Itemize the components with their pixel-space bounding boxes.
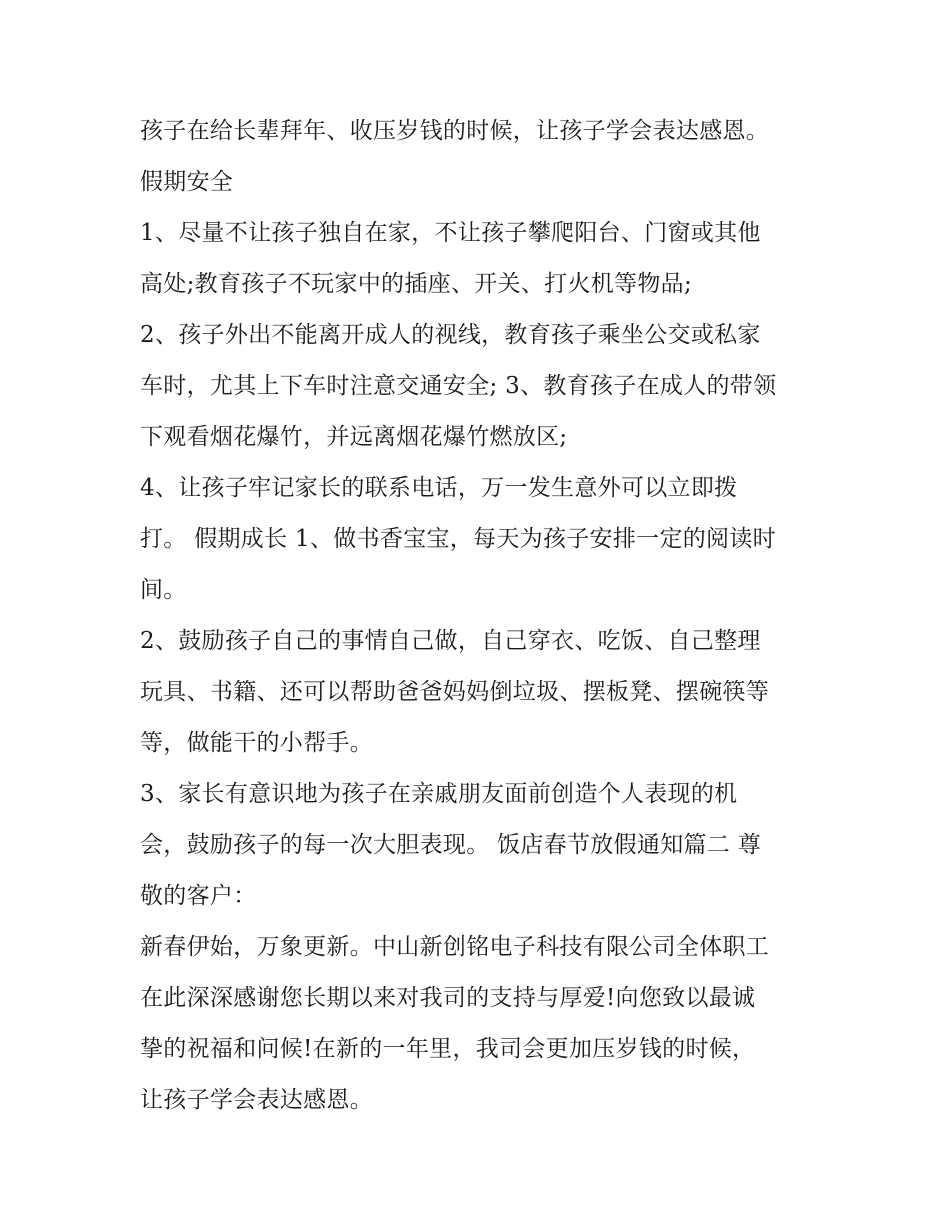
text-line: 在此深深感谢您长期以来对我司的支持与厚爱!向您致以最诚 xyxy=(140,985,756,1011)
text-line: 等，做能干的小帮手。 xyxy=(140,730,373,756)
text-line: 4、让孩子牢记家长的联系电话，万一发生意外可以立即拨 xyxy=(140,475,738,501)
text-line: 孩子在给长辈拜年、收压岁钱的时候，让孩子学会表达感恩。 xyxy=(140,118,770,144)
document-body xyxy=(140,106,820,1126)
section-heading-holiday-safety: 假期安全 xyxy=(140,169,234,195)
text-line: 间。 xyxy=(140,577,187,603)
text-line: 2、鼓励孩子自己的事情自己做，自己穿衣、吃饭、自己整理 xyxy=(140,628,761,654)
text-line: 打。 假期成长 1、做书香宝宝，每天为孩子安排一定的阅读时 xyxy=(140,526,776,552)
text-line: 挚的祝福和问候!在新的一年里，我司会更加压岁钱的时候， xyxy=(140,1036,756,1062)
text-line: 新春伊始，万象更新。中山新创铭电子科技有限公司全体职工 xyxy=(140,934,770,960)
text-line: 会，鼓励孩子的每一次大胆表现。 饭店春节放假通知篇二 尊 xyxy=(140,832,762,858)
text-line: 3、家长有意识地为孩子在亲戚朋友面前创造个人表现的机 xyxy=(140,781,738,807)
text-line: 2、孩子外出不能离开成人的视线，教育孩子乘坐公交或私家 xyxy=(140,322,761,348)
text-line: 车时，尤其上下车时注意交通安全; 3、教育孩子在成人的带领 xyxy=(140,373,777,399)
text-line: 高处;教育孩子不玩家中的插座、开关、打火机等物品; xyxy=(140,271,692,297)
text-line: 玩具、书籍、还可以帮助爸爸妈妈倒垃圾、摆板凳、摆碗筷等 xyxy=(140,679,770,705)
text-line: 让孩子学会表达感恩。 xyxy=(140,1087,373,1113)
text-line: 下观看烟花爆竹，并远离烟花爆竹燃放区; xyxy=(140,424,568,450)
text-line: 敬的客户： xyxy=(140,883,257,909)
text-line: 1、尽量不让孩子独自在家，不让孩子攀爬阳台、门窗或其他 xyxy=(140,220,761,246)
